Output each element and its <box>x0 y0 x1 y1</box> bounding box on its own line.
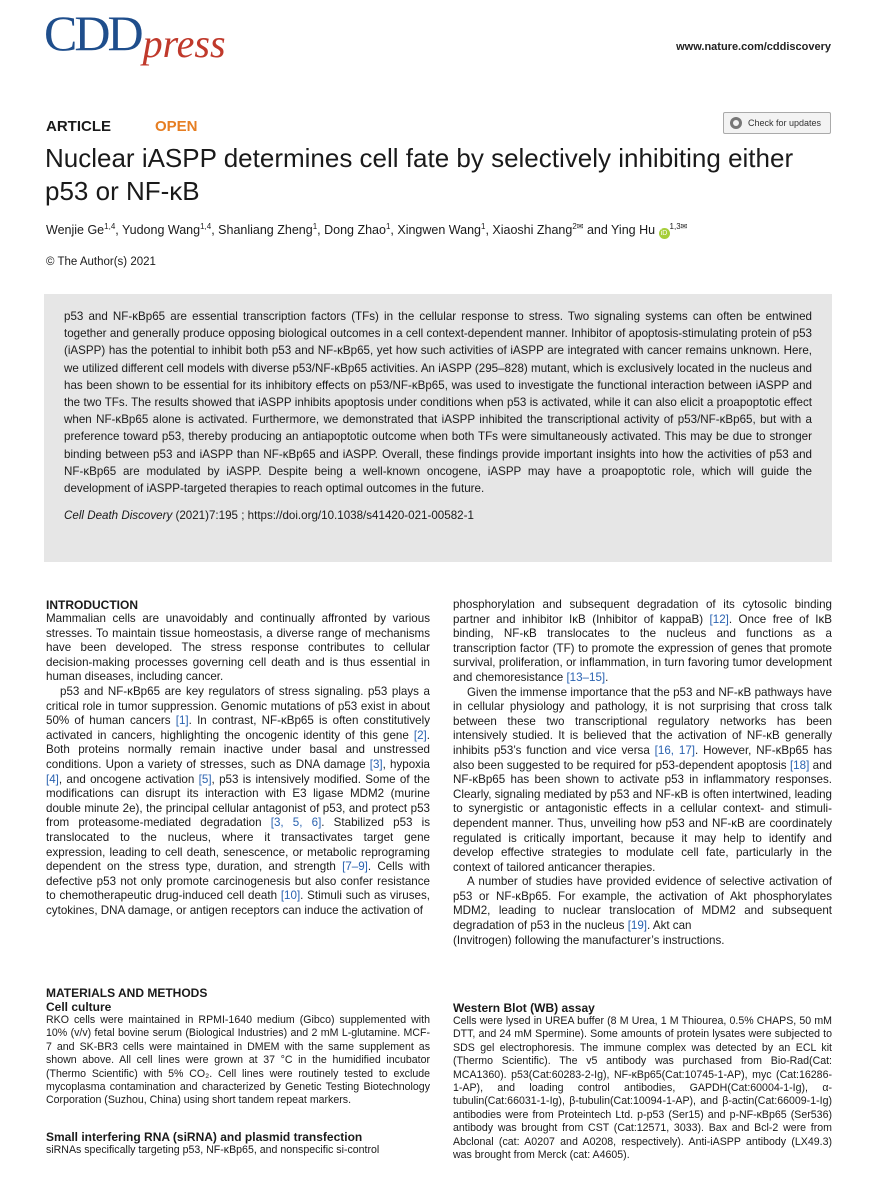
intro-paragraph-4: Given the immense importance that the p53 and NF-κB pathways have in cellular physiology and pathology, it is not surprising that cross talk between these two transcriptional regulatory networks has been intensively studied. It is believed that the activation of NF-κB generally inhibits p53’s function and vice versa [16, 17]. However, NF-κBp65 has also been suggested to be required for p53-dependent apoptosis [18] and NF-κBp65 has been shown to activate p53 in inflammatory responses. Clearly, signaling mediated by p53 and NF-κB is often intertwined, leading to synergistic or antagonistic effects in a cellular context- and stimuli-dependent manner. Thus, unveiling how p53 and NF-κB are coordinately regulated is critically important, because it may help to identify and develop effective strategies to modulate cell fate, particularly in the context of tailored anticancer therapies. <box>453 685 833 874</box>
author-affiliation: 1,3✉ <box>669 222 688 231</box>
article-type: ARTICLE <box>46 118 111 135</box>
logo-press: press <box>142 21 226 66</box>
citation-link[interactable]: [5] <box>198 772 212 786</box>
author-name[interactable]: Dong Zhao <box>324 223 386 238</box>
author-affiliation: 1,4 <box>104 222 116 231</box>
left-column <box>46 598 430 918</box>
author-name[interactable]: Shanliang Zheng <box>218 223 313 238</box>
crossmark-icon <box>730 117 742 129</box>
citation-link[interactable]: [3] <box>369 757 383 771</box>
citation-link[interactable]: [3, 5, 6] <box>270 816 322 830</box>
sirna-heading: Small interfering RNA (siRNA) and plasmid transfection <box>46 1129 363 1144</box>
introduction-heading: INTRODUCTION <box>46 598 138 612</box>
copyright-notice: © The Author(s) 2021 <box>46 256 156 268</box>
methods-section <box>46 986 430 1157</box>
author-separator: , <box>485 223 493 238</box>
western-blot-section <box>453 1001 832 1162</box>
right-column <box>453 598 832 948</box>
intro-paragraph-5: A number of studies have provided evidence of selective activation of p53 or NF-κBp65. For example, the activation of Akt phosphorylates MDM2, leading to nuclear translocation of MDM2 and subsequent degradation of p53 in the nucleus [19]. Akt can <box>453 875 832 933</box>
check-for-updates-button[interactable] <box>723 112 831 134</box>
logo-cdd: CDD <box>44 5 141 61</box>
citation-link[interactable]: [13–15] <box>566 670 606 684</box>
cell-culture-heading: Cell culture <box>46 1000 112 1014</box>
abstract-box <box>44 294 832 562</box>
citation-link[interactable]: [12] <box>709 612 729 626</box>
intro-paragraph-3: phosphorylation and subsequent degradation of its cytosolic binding partner and inhibitor IκB (Inhibitor of kappaB) [12]. Once free of IκB binding, NF-κB translocates to the nucleus and functions as a transcription factor (TF) to promote the expression of genes that promote survival, proliferation, or inflammation, in turn favoring tumor development and chemoresistance [13–15]. <box>453 598 832 684</box>
citation-link[interactable]: [4] <box>46 772 59 786</box>
author-separator: , <box>317 223 325 238</box>
citation-link[interactable]: [16, 17] <box>654 743 695 757</box>
orcid-icon[interactable]: iD <box>659 228 670 239</box>
citation-link[interactable]: [18] <box>789 758 810 772</box>
open-access-label: OPEN <box>155 118 198 135</box>
citation-link[interactable]: [7–9] <box>342 860 368 874</box>
citation-link[interactable]: [2] <box>413 728 427 742</box>
author-name[interactable]: Yudong Wang <box>122 223 201 238</box>
article-title: Nuclear iASPP determines cell fate by selectively inhibiting either p53 or NF-κB <box>45 143 794 206</box>
author-affiliation: 1 <box>480 222 486 231</box>
journal-url[interactable]: www.nature.com/cddiscovery <box>676 41 831 53</box>
author-name[interactable]: Wenjie Ge <box>46 223 105 238</box>
cell-culture-text: RKO cells were maintained in RPMI-1640 medium (Gibco) supplemented with 10% (v/v) fetal bovine serum (Biological Industries) and 2 mM L-glutamine. MCF-7 and SK-BR3 cells were maintained in DMEM with the same supplement as shown above. All cell lines were grown at 37 °C in the humidified incubator (Thermo Scientific) with 5% CO₂. Cell lines were routinely tested to exclude mycoplasma contamination and characterized by Genetic Testing Biotechnology Corporation (Suzhou, China) using short tandem repeat markers. <box>46 1014 430 1107</box>
author-name[interactable]: Xingwen Wang <box>397 223 481 238</box>
author-name[interactable]: Ying Hu <box>611 223 656 238</box>
author-separator: , <box>115 223 122 238</box>
check-updates-label: Check for updates <box>748 118 822 128</box>
citation-doi[interactable]: (2021)7:195 ; https://doi.org/10.1038/s41420-021-00582-1 <box>172 509 474 523</box>
citation-link[interactable]: [1] <box>175 714 189 728</box>
abstract-text: p53 and NF-κBp65 are essential transcription factors (TFs) in the cellular response to stress. Two signaling systems can often be entwined together and generally produce opposing biological outcomes in a cell context-dependent manner. Inhibitor of apoptosis-stimulating protein of p53 (iASPP) has the potential to inhibit both p53 and NF-κBp65, yet how such activities of iASPP are integrated with cancer remains unknown. Here, we utilized different cell models with diverse p53/NF-κBp65 activities. An iASPP (295–828) mutant, which is exclusively located in the nucleus and has been shown to be essential for its inhibitory effects on p53/NF-κBp65, was used to investigate the functional interaction between iASPP and the two TFs. The results showed that iASPP inhibits apoptosis under conditions when p53 is activated, while it can also elicit a proapoptotic effect when NF-κBp65 alone is activated. Furthermore, we demonstrated that iASPP inhibited the transcriptional activity of p53/NF-κBp65, but with a preference toward p53, thereby producing an antiapoptotic outcome when both TFs were simultaneously activated. This may be due to stronger binding between p53 and iASPP than NF-κBp65 and iASPP. Overall, these findings provide important insights into how the activities of p53 and NF-κBp65 are modulated by iASPP. Despite being a well-known oncogene, iASPP may have a proapoptotic role, which will guide the development of iASPP-targeted therapies to reach optimal outcomes in the future. <box>64 310 812 496</box>
methods-heading: MATERIALS AND METHODS <box>46 986 208 1000</box>
author-list <box>46 222 687 239</box>
citation-line <box>64 509 812 522</box>
intro-paragraph-2: p53 and NF-κBp65 are key regulators of stress signaling. p53 plays a critical role in tumor suppression. Genomic mutations of p53 exist in about 50% of human cancers [1]. In contrast, NF-κBp65 is often constitutively activated in cancers, highlighting the oncogenic identity of this gene [2]. Both proteins normally remain inactive under basal and unstressed conditions. Upon a variety of stresses, such as DNA damage [3], hypoxia [4], and oncogene activation [5], p53 is intensively modified. Some of the modifications can disrupt its interaction with E3 ligase MDM2 (murine double minute 2e), the principal cellular antagonist of p53, and protect p53 from proteasome-mediated degradation [3, 5, 6]. Stabilized p53 is translocated to the nucleus, where it transactivates target gene expression, leading to cell death, senescence, or metabolic reprograming dependent on the stress type, duration, and strength [7–9]. Cells with defective p53 not only promote carcinogenesis but also confer resistance to chemotherapeutic drug-induced cell death [10]. Stimuli such as viruses, cytokines, DNA damage, or antigen receptors can induce the activation of <box>46 684 431 917</box>
citation-link[interactable]: [10] <box>280 889 301 903</box>
intro-paragraph-1: Mammalian cells are unavoidably and continually affronted by various stresses. To maintain tissue homeostasis, a diverse range of mechanisms have been developed. The stress response contributes to cellular decision-making processes governing cell death and is thus essential in human diseases, including cancer. <box>46 612 430 684</box>
author-affiliation: 1,4 <box>200 222 212 231</box>
author-name[interactable]: Xiaoshi Zhang <box>492 223 573 238</box>
author-affiliation: 2✉ <box>572 222 584 231</box>
author-affiliation: 1 <box>312 222 318 231</box>
author-separator: and <box>583 223 612 238</box>
author-affiliation: 1 <box>385 222 391 231</box>
intro-paragraph-6: (Invitrogen) following the manufacturer’s instructions. <box>453 933 725 947</box>
author-separator: , <box>390 223 398 238</box>
western-blot-heading: Western Blot (WB) assay <box>453 1001 595 1015</box>
author-separator: , <box>211 223 219 238</box>
journal-name: Cell Death Discovery <box>64 509 173 523</box>
sirna-text: siRNAs specifically targeting p53, NF-κBp65, and nonspecific si-control <box>46 1143 380 1156</box>
journal-logo[interactable] <box>44 5 226 66</box>
article-type-row <box>46 118 198 135</box>
citation-link[interactable]: [19] <box>627 919 648 933</box>
western-blot-text: Cells were lysed in UREA buffer (8 M Urea, 1 M Thiourea, 0.5% CHAPS, 50 mM DTT, and 24 mM Spermine). Some amounts of protein lysates were subjected to SDS gel electrophoresis. The immune complex was detected by an ECL kit (Thermo Scientific). The v5 antibody was purchased from Bio-Rad(Cat: MCA1360). p53(Cat:60283-2-Ig), NF-κBp65(Cat:10745-1-AP), myc (Cat:16286-1-AP), and loading control antibodies, GAPDH(Cat:60004-1-Ig), α-tubulin(Cat:66031-1-Ig), β-tubulin(Cat:10094-1-AP), and β-actin(Cat:66009-1-Ig) antibodies were from Proteintech Ltd. p-p53 (Ser15) and p-NF-κBp65 (Ser536) antibody was brought from CST (Cat:12571, 3033). Bax and Bcl-2 were from Abclonal (cat: A0207 and A0208, respectively). Anti-iASPP antibody (LX49.3) was brought from Merck (cat: A4605). <box>453 1015 832 1162</box>
